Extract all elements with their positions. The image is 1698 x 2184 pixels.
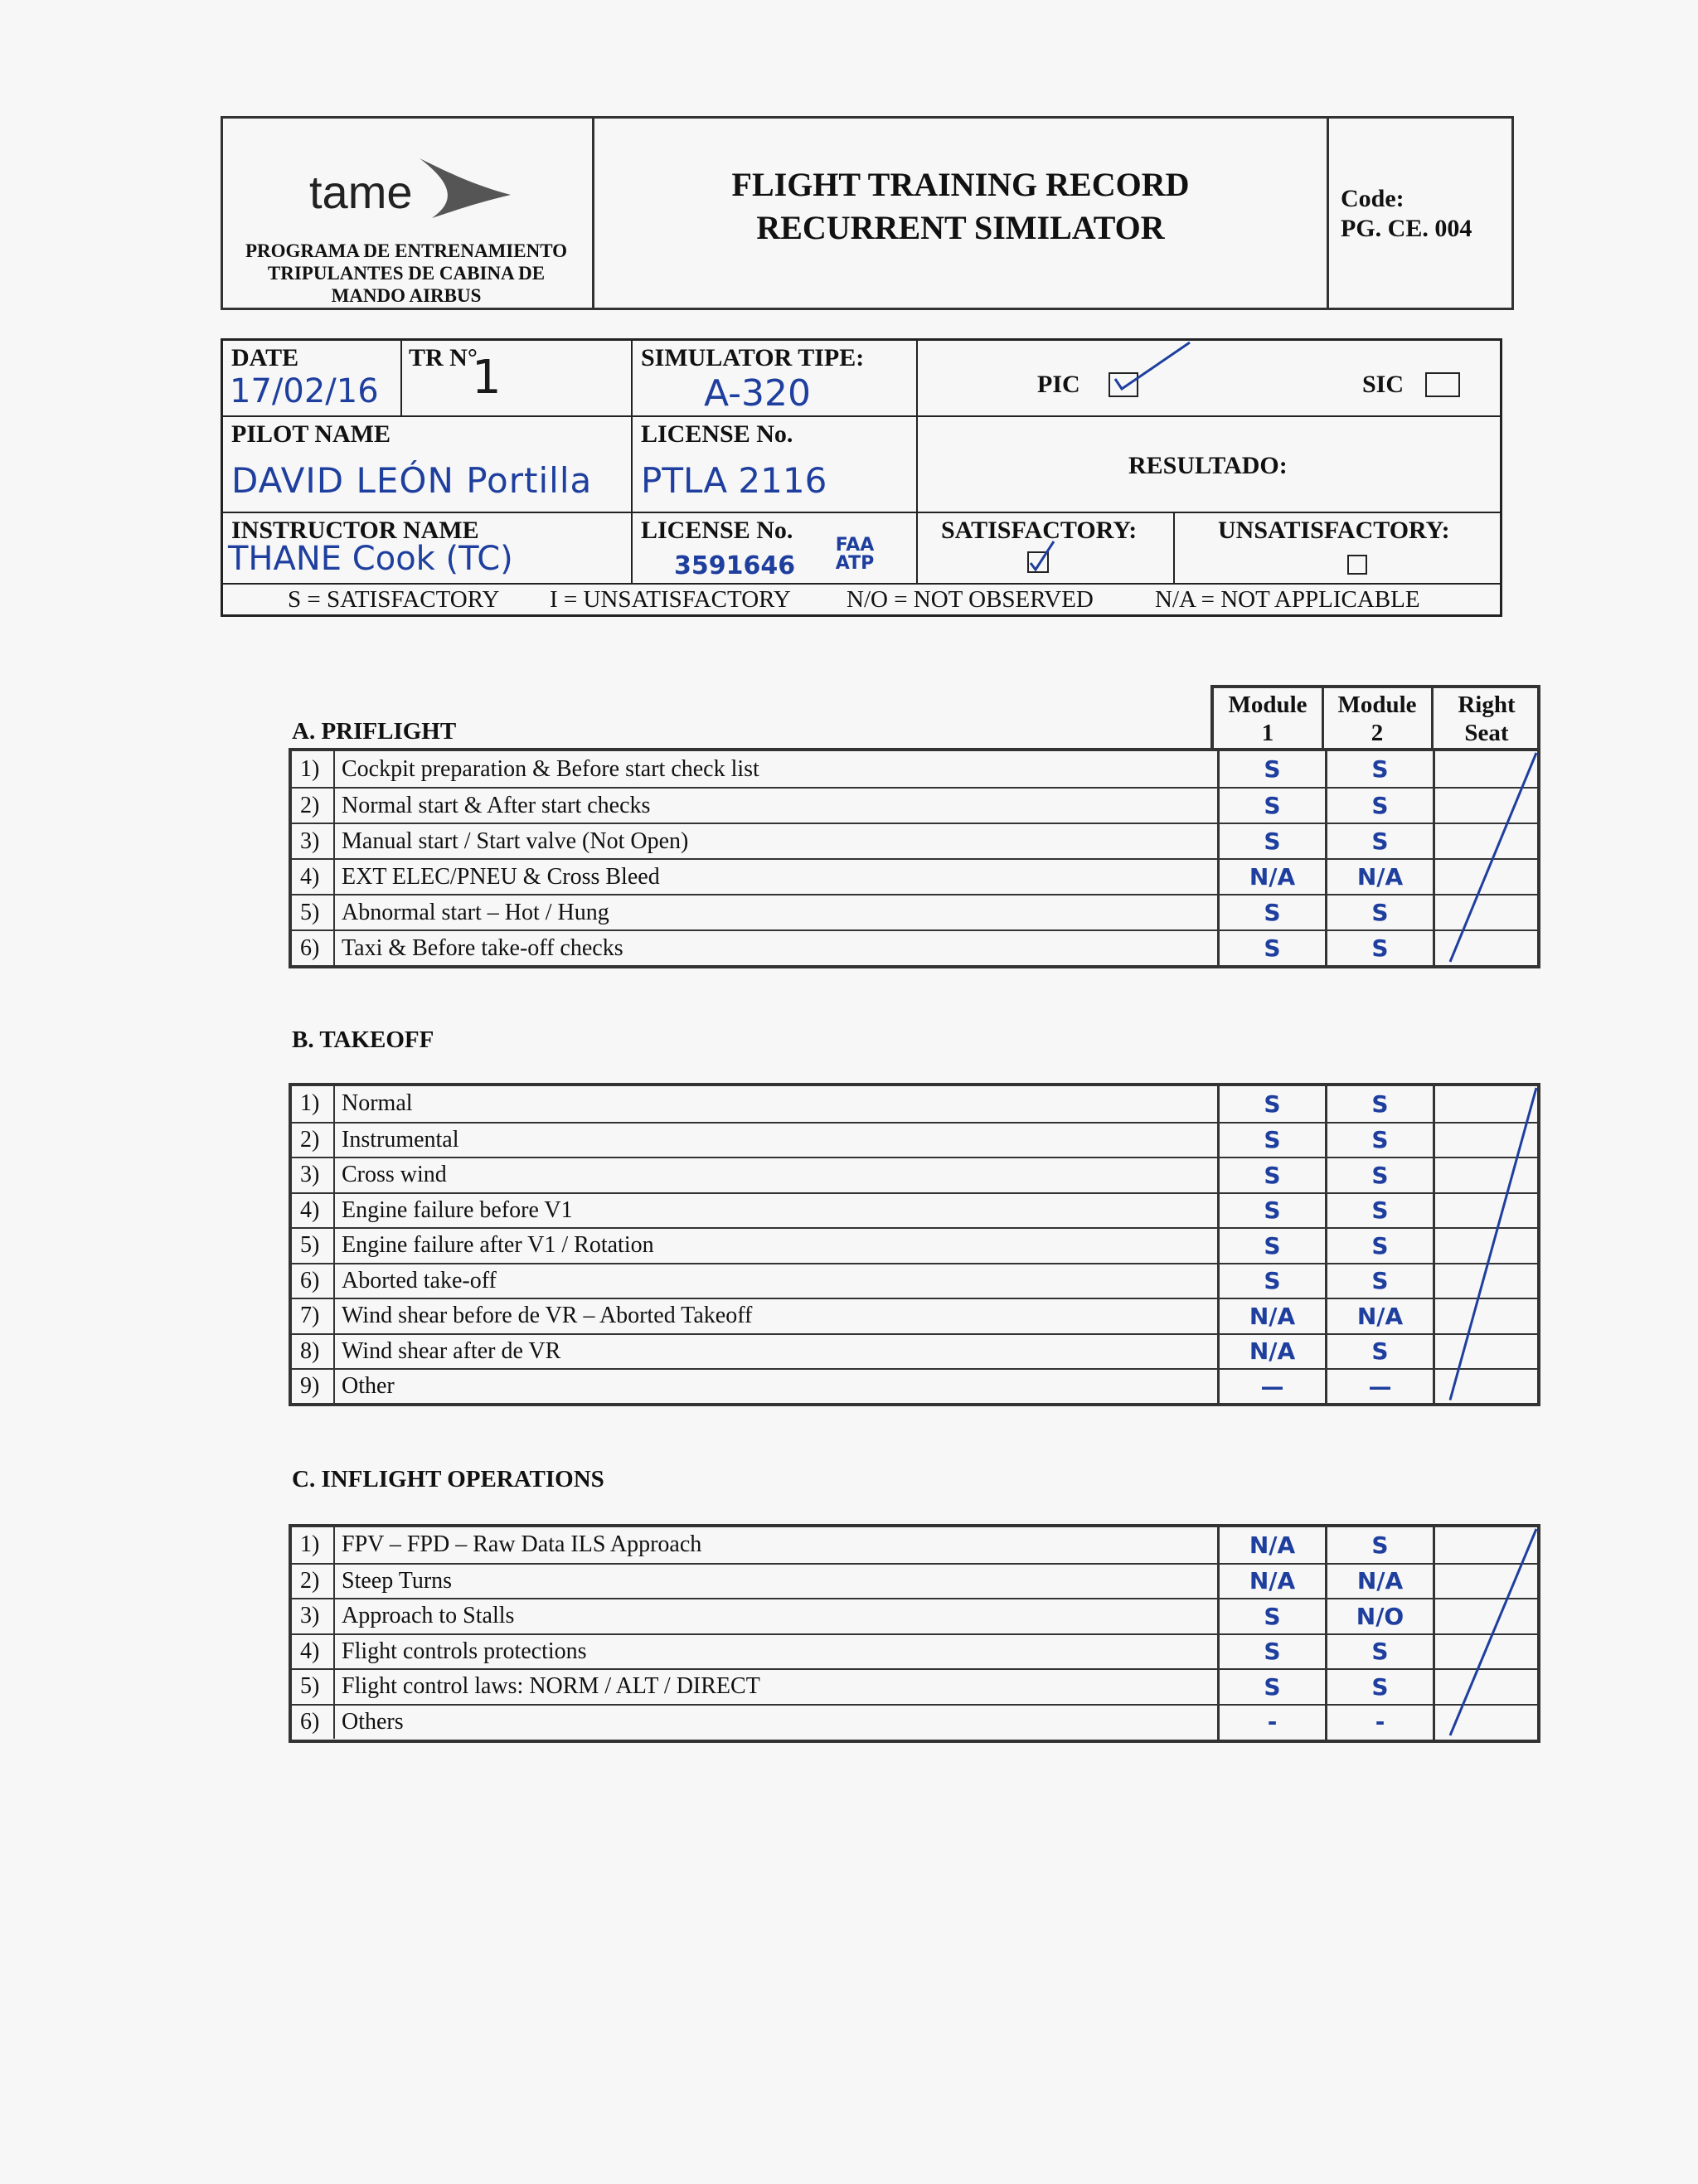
record-info-table xyxy=(221,338,1502,617)
row-number: 1) xyxy=(297,751,335,787)
module1-grade: S xyxy=(1264,1090,1281,1118)
module2-grade: N/A xyxy=(1356,863,1404,891)
table-row xyxy=(292,751,1537,787)
module2-grade: — xyxy=(1368,1372,1392,1400)
row-number: 3) xyxy=(297,1599,335,1633)
module2-grade: S xyxy=(1371,1531,1389,1559)
row-label: Normal xyxy=(342,1090,413,1117)
row-label: Others xyxy=(342,1708,404,1735)
module2-grade: S xyxy=(1371,827,1389,855)
module2-grade: S xyxy=(1371,1267,1389,1295)
module2-grade: S xyxy=(1371,1161,1389,1189)
row-label: Manual start / Start valve (Not Open) xyxy=(342,827,689,854)
row-number: 3) xyxy=(297,1158,335,1192)
table-row xyxy=(292,1368,1537,1404)
module2-grade: N/A xyxy=(1356,1567,1404,1595)
row-number: 1) xyxy=(297,1086,335,1122)
module2-grade: S xyxy=(1371,899,1389,926)
module2-header-a: Module xyxy=(1337,692,1417,718)
row-label: Wind shear after de VR xyxy=(342,1337,561,1364)
module1-header-a: Module xyxy=(1228,692,1307,718)
row-label: Other xyxy=(342,1373,395,1400)
section-takeoff-table xyxy=(289,1083,1540,1406)
right-seat-header-b: Seat xyxy=(1464,720,1509,746)
table-row xyxy=(292,1333,1537,1369)
table-row xyxy=(292,929,1537,965)
module2-grade: N/A xyxy=(1356,1302,1404,1330)
module1-grade: N/A xyxy=(1249,863,1296,891)
program-name: PROGRAMA DE ENTRENAMIENTO TRIPULANTES DE CABINA DE MANDO AIRBUS xyxy=(245,240,568,306)
code-value: PG. CE. 004 xyxy=(1341,215,1472,242)
right-seat-strike-line xyxy=(1435,1527,1540,1739)
module1-grade: S xyxy=(1264,1196,1281,1225)
date-label: DATE xyxy=(231,344,299,371)
section-c-title: C. INFLIGHT OPERATIONS xyxy=(292,1466,604,1492)
table-row xyxy=(292,1086,1537,1122)
row-label: Taxi & Before take-off checks xyxy=(342,934,623,961)
table-row xyxy=(292,1263,1537,1298)
table-row xyxy=(292,1527,1537,1563)
date-value: 17/02/16 xyxy=(230,372,379,410)
row-number: 6) xyxy=(297,1264,335,1298)
row-number: 1) xyxy=(297,1527,335,1563)
row-label: Instrumental xyxy=(342,1126,459,1153)
table-row xyxy=(292,894,1537,929)
module1-grade: — xyxy=(1260,1372,1284,1400)
module1-grade: N/A xyxy=(1249,1567,1296,1595)
row-label: Steep Turns xyxy=(342,1567,453,1594)
row-number: 9) xyxy=(297,1370,335,1404)
table-row xyxy=(292,823,1537,858)
resultado-label: RESULTADO: xyxy=(1128,452,1288,479)
module2-header-b: 2 xyxy=(1371,720,1384,746)
row-label: Normal start & After start checks xyxy=(342,792,651,818)
title-cell xyxy=(594,119,1329,308)
table-row xyxy=(292,1298,1537,1333)
sic-label: SIC xyxy=(1362,371,1404,398)
row-number: 2) xyxy=(297,1565,335,1599)
module2-grade: S xyxy=(1371,1196,1389,1225)
module1-grade: S xyxy=(1264,1638,1281,1666)
instructor-name-label: INSTRUCTOR NAME xyxy=(231,517,479,544)
module2-grade: - xyxy=(1375,1708,1385,1736)
form-title-line2: RECURRENT SIMILATOR xyxy=(756,209,1165,246)
module1-grade: N/A xyxy=(1249,1337,1296,1366)
module1-grade: S xyxy=(1264,1267,1281,1295)
row-label: Approach to Stalls xyxy=(342,1603,515,1629)
section-b-title: B. TAKEOFF xyxy=(292,1026,434,1053)
module2-grade: S xyxy=(1371,755,1389,783)
module1-grade: S xyxy=(1264,934,1281,962)
license-label: LICENSE No. xyxy=(641,420,793,448)
simulator-type-value: A-320 xyxy=(704,372,811,415)
row-number: 6) xyxy=(297,1706,335,1740)
module1-grade: N/A xyxy=(1249,1302,1296,1330)
satisfactory-label: SATISFACTORY: xyxy=(941,517,1138,544)
row-label: Aborted take-off xyxy=(342,1267,497,1293)
license2-label: LICENSE No. xyxy=(641,517,793,544)
module1-grade: S xyxy=(1264,827,1281,855)
table-row xyxy=(292,1598,1537,1633)
sic-checkbox[interactable] xyxy=(1425,372,1460,397)
row-number: 5) xyxy=(297,895,335,929)
logo-text: tame xyxy=(309,166,413,218)
column-header xyxy=(1210,685,1540,750)
table-row xyxy=(292,1157,1537,1192)
right-seat-strike-line xyxy=(1435,1086,1540,1404)
module2-grade: S xyxy=(1371,1231,1389,1259)
right-seat-header-a: Right xyxy=(1458,692,1516,718)
row-number: 8) xyxy=(297,1335,335,1369)
module1-grade: S xyxy=(1264,1602,1281,1630)
code-cell xyxy=(1329,119,1511,308)
row-number: 7) xyxy=(297,1299,335,1333)
row-label: Flight controls protections xyxy=(342,1638,587,1664)
satisfactory-checkmark-icon xyxy=(1026,538,1059,571)
section-inflight-table xyxy=(289,1524,1540,1743)
tr-number-label: TR N° xyxy=(409,344,478,371)
table-row xyxy=(292,1563,1537,1599)
row-label: Flight control laws: NORM / ALT / DIRECT xyxy=(342,1673,760,1700)
row-label: Engine failure after V1 / Rotation xyxy=(342,1232,654,1259)
row-label: Wind shear before de VR – Aborted Takeoff xyxy=(342,1303,753,1329)
row-number: 4) xyxy=(297,1635,335,1669)
module2-grade: S xyxy=(1371,1126,1389,1154)
module1-grade: - xyxy=(1267,1708,1278,1736)
code-label: Code: xyxy=(1341,185,1404,212)
right-seat-strike-line xyxy=(1435,751,1540,965)
module1-grade: S xyxy=(1264,755,1281,783)
row-label: Engine failure before V1 xyxy=(342,1196,573,1223)
license-value: PTLA 2116 xyxy=(641,460,827,501)
module2-grade: S xyxy=(1371,792,1389,819)
module1-grade: N/A xyxy=(1249,1531,1296,1559)
module2-grade: S xyxy=(1371,1672,1389,1701)
pilot-name-value: DAVID LEÓN Portilla xyxy=(231,460,593,501)
tame-logo xyxy=(309,152,525,226)
module1-grade: S xyxy=(1264,899,1281,926)
module1-grade: S xyxy=(1264,1161,1281,1189)
row-number: 5) xyxy=(297,1670,335,1704)
simulator-type-label: SIMULATOR TIPE: xyxy=(641,344,865,371)
table-row xyxy=(292,1704,1537,1740)
table-row xyxy=(292,1192,1537,1228)
logo-arrow-icon xyxy=(415,152,515,226)
license2-note: FAA ATP xyxy=(835,535,875,574)
logo-cell xyxy=(223,119,594,308)
instructor-name-value: THANE Cook (TC) xyxy=(228,540,513,578)
module1-grade: S xyxy=(1264,1231,1281,1259)
tr-number-value: 1 xyxy=(472,351,502,405)
row-label: FPV – FPD – Raw Data ILS Approach xyxy=(342,1531,702,1558)
table-row xyxy=(292,1122,1537,1158)
table-row xyxy=(292,1227,1537,1263)
pic-checkmark-icon xyxy=(1105,341,1196,391)
row-number: 2) xyxy=(297,789,335,823)
header-table xyxy=(221,116,1514,310)
module2-grade: S xyxy=(1371,1337,1389,1366)
module1-grade: S xyxy=(1264,1672,1281,1701)
row-number: 5) xyxy=(297,1229,335,1263)
module1-grade: S xyxy=(1264,792,1281,819)
row-number: 2) xyxy=(297,1124,335,1158)
unsatisfactory-checkbox[interactable] xyxy=(1347,555,1367,575)
table-row xyxy=(292,787,1537,823)
row-number: 6) xyxy=(297,931,335,965)
module2-grade: N/O xyxy=(1356,1602,1404,1630)
module2-grade: S xyxy=(1371,934,1389,962)
section-a-title: A. PRIFLIGHT xyxy=(292,718,457,745)
table-row xyxy=(292,1633,1537,1669)
pilot-name-label: PILOT NAME xyxy=(231,420,391,448)
module1-grade: S xyxy=(1264,1126,1281,1154)
license2-value: 3591646 xyxy=(674,551,796,580)
pic-label: PIC xyxy=(1037,371,1080,398)
module1-header-b: 1 xyxy=(1261,720,1274,746)
row-label: Cross wind xyxy=(342,1162,447,1188)
module2-grade: S xyxy=(1371,1090,1389,1118)
table-row xyxy=(292,1668,1537,1704)
row-label: EXT ELEC/PNEU & Cross Bleed xyxy=(342,863,660,890)
legend-not-applicable: N/A = NOT APPLICABLE xyxy=(1155,586,1420,613)
row-label: Cockpit preparation & Before start check list xyxy=(342,755,759,782)
legend-not-observed: N/O = NOT OBSERVED xyxy=(847,586,1094,613)
form-title-line1: FLIGHT TRAINING RECORD xyxy=(731,166,1190,203)
row-number: 4) xyxy=(297,860,335,894)
unsatisfactory-label: UNSATISFACTORY: xyxy=(1218,517,1450,544)
row-label: Abnormal start – Hot / Hung xyxy=(342,899,609,925)
module2-grade: S xyxy=(1371,1638,1389,1666)
legend-satisfactory: S = SATISFACTORY xyxy=(288,586,500,613)
section-preflight-table xyxy=(289,748,1540,968)
legend-unsatisfactory: I = UNSATISFACTORY xyxy=(550,586,791,613)
row-number: 4) xyxy=(297,1194,335,1228)
row-number: 3) xyxy=(297,824,335,858)
table-row xyxy=(292,858,1537,894)
